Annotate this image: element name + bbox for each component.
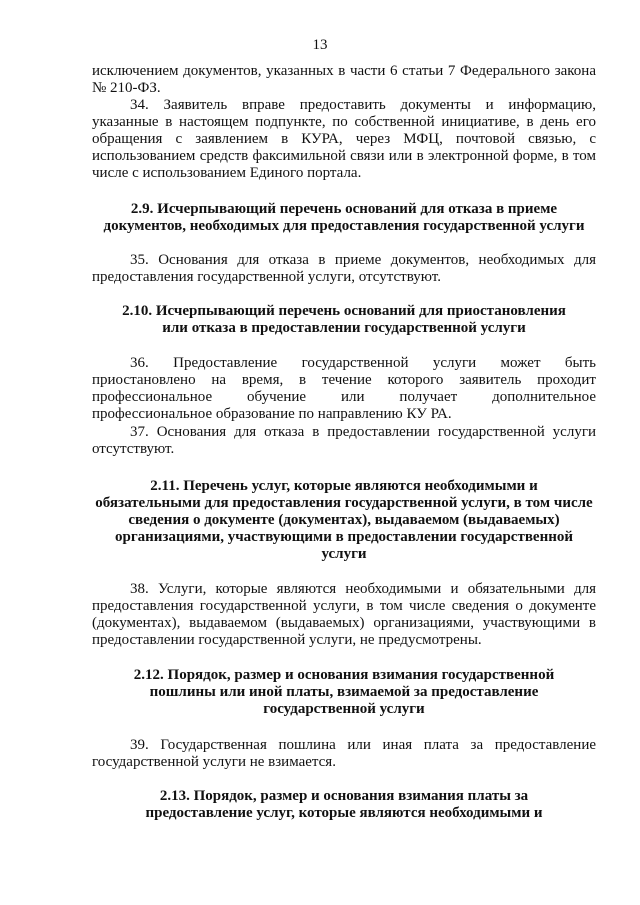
heading-line: или отказа в предоставлении государственной услуги: [162, 320, 526, 336]
heading-line: 2.11. Перечень услуг, которые являются необходимыми и: [150, 478, 538, 494]
paragraph-36: [92, 355, 596, 423]
heading-line: 2.9. Исчерпывающий перечень оснований для отказа в приеме: [130, 201, 558, 217]
paragraph-38: 38. Услуги, которые являются необходимыми и обязательными для предоставления государственной услуги, в том числе сведения о документе (документах), выдаваемом (выдаваемых) организациями, участвующими в предоставлении государственной услуги, не предусмотрены.: [92, 581, 596, 648]
heading-line: 2.10. Исчерпывающий перечень оснований для приостановления: [122, 303, 566, 319]
heading-line: пошлины или иной платы, взимаемой за предоставление: [149, 684, 539, 700]
paragraph-39: 39. Государственная пошлина или иная плата за предоставление государственной услуги не взимается.: [92, 737, 596, 770]
paragraph-34: 34. Заявитель вправе предоставить документы и информацию, указанные в настоящем подпункте, по собственной инициативе, в день его обращения с заявлением в КУРА, через МФЦ, почтовой связью, с использованием средств факсимильной связи или в электронной форме, в том числе с использованием Единого портала.: [92, 97, 596, 181]
text-line: профессиональное обучение или получает дополнительное: [92, 389, 596, 405]
heading-line: 2.12. Порядок, размер и основания взимания государственной: [133, 667, 555, 683]
heading-line: сведения о документе (документах), выдаваемом (выдаваемых): [128, 512, 560, 528]
text-line: исключением документов, указанных в части 6 статьи 7 Федерального закона: [92, 63, 596, 79]
page-number: 13: [312, 37, 328, 53]
paragraph-37: 37. Основания для отказа в предоставлении государственной услуги отсутствуют.: [92, 424, 596, 457]
paragraph-continuation: [92, 63, 596, 97]
text-line: профессиональное образование по направлению КУ РА.: [92, 406, 452, 422]
heading-line: предоставление услуг, которые являются необходимыми и: [145, 805, 543, 821]
section-heading-2-11: [92, 478, 596, 563]
section-heading-2-9: [92, 201, 596, 235]
section-heading-2-12: [92, 667, 596, 718]
text-line: 36. Предоставление государственной услуги может быть: [130, 355, 596, 371]
section-heading-2-10: [92, 303, 596, 337]
heading-line: государственной услуги: [263, 701, 425, 717]
text-line: приостановлено на время, в течение которого заявитель проходит: [92, 372, 596, 388]
section-heading-2-13: [92, 788, 596, 822]
heading-line: 2.13. Порядок, размер и основания взимания платы за: [159, 788, 529, 804]
heading-line: организациями, участвующими в предоставлении государственной: [114, 529, 574, 545]
paragraph-35: 35. Основания для отказа в приеме документов, необходимых для предоставления государственной услуги, отсутствуют.: [92, 252, 596, 285]
heading-line: документов, необходимых для предоставления государственной услуги: [103, 218, 585, 234]
heading-line: обязательными для предоставления государственной услуги, в том числе: [95, 495, 593, 511]
heading-line: услуги: [321, 546, 367, 562]
text-line: № 210-ФЗ.: [92, 80, 161, 96]
